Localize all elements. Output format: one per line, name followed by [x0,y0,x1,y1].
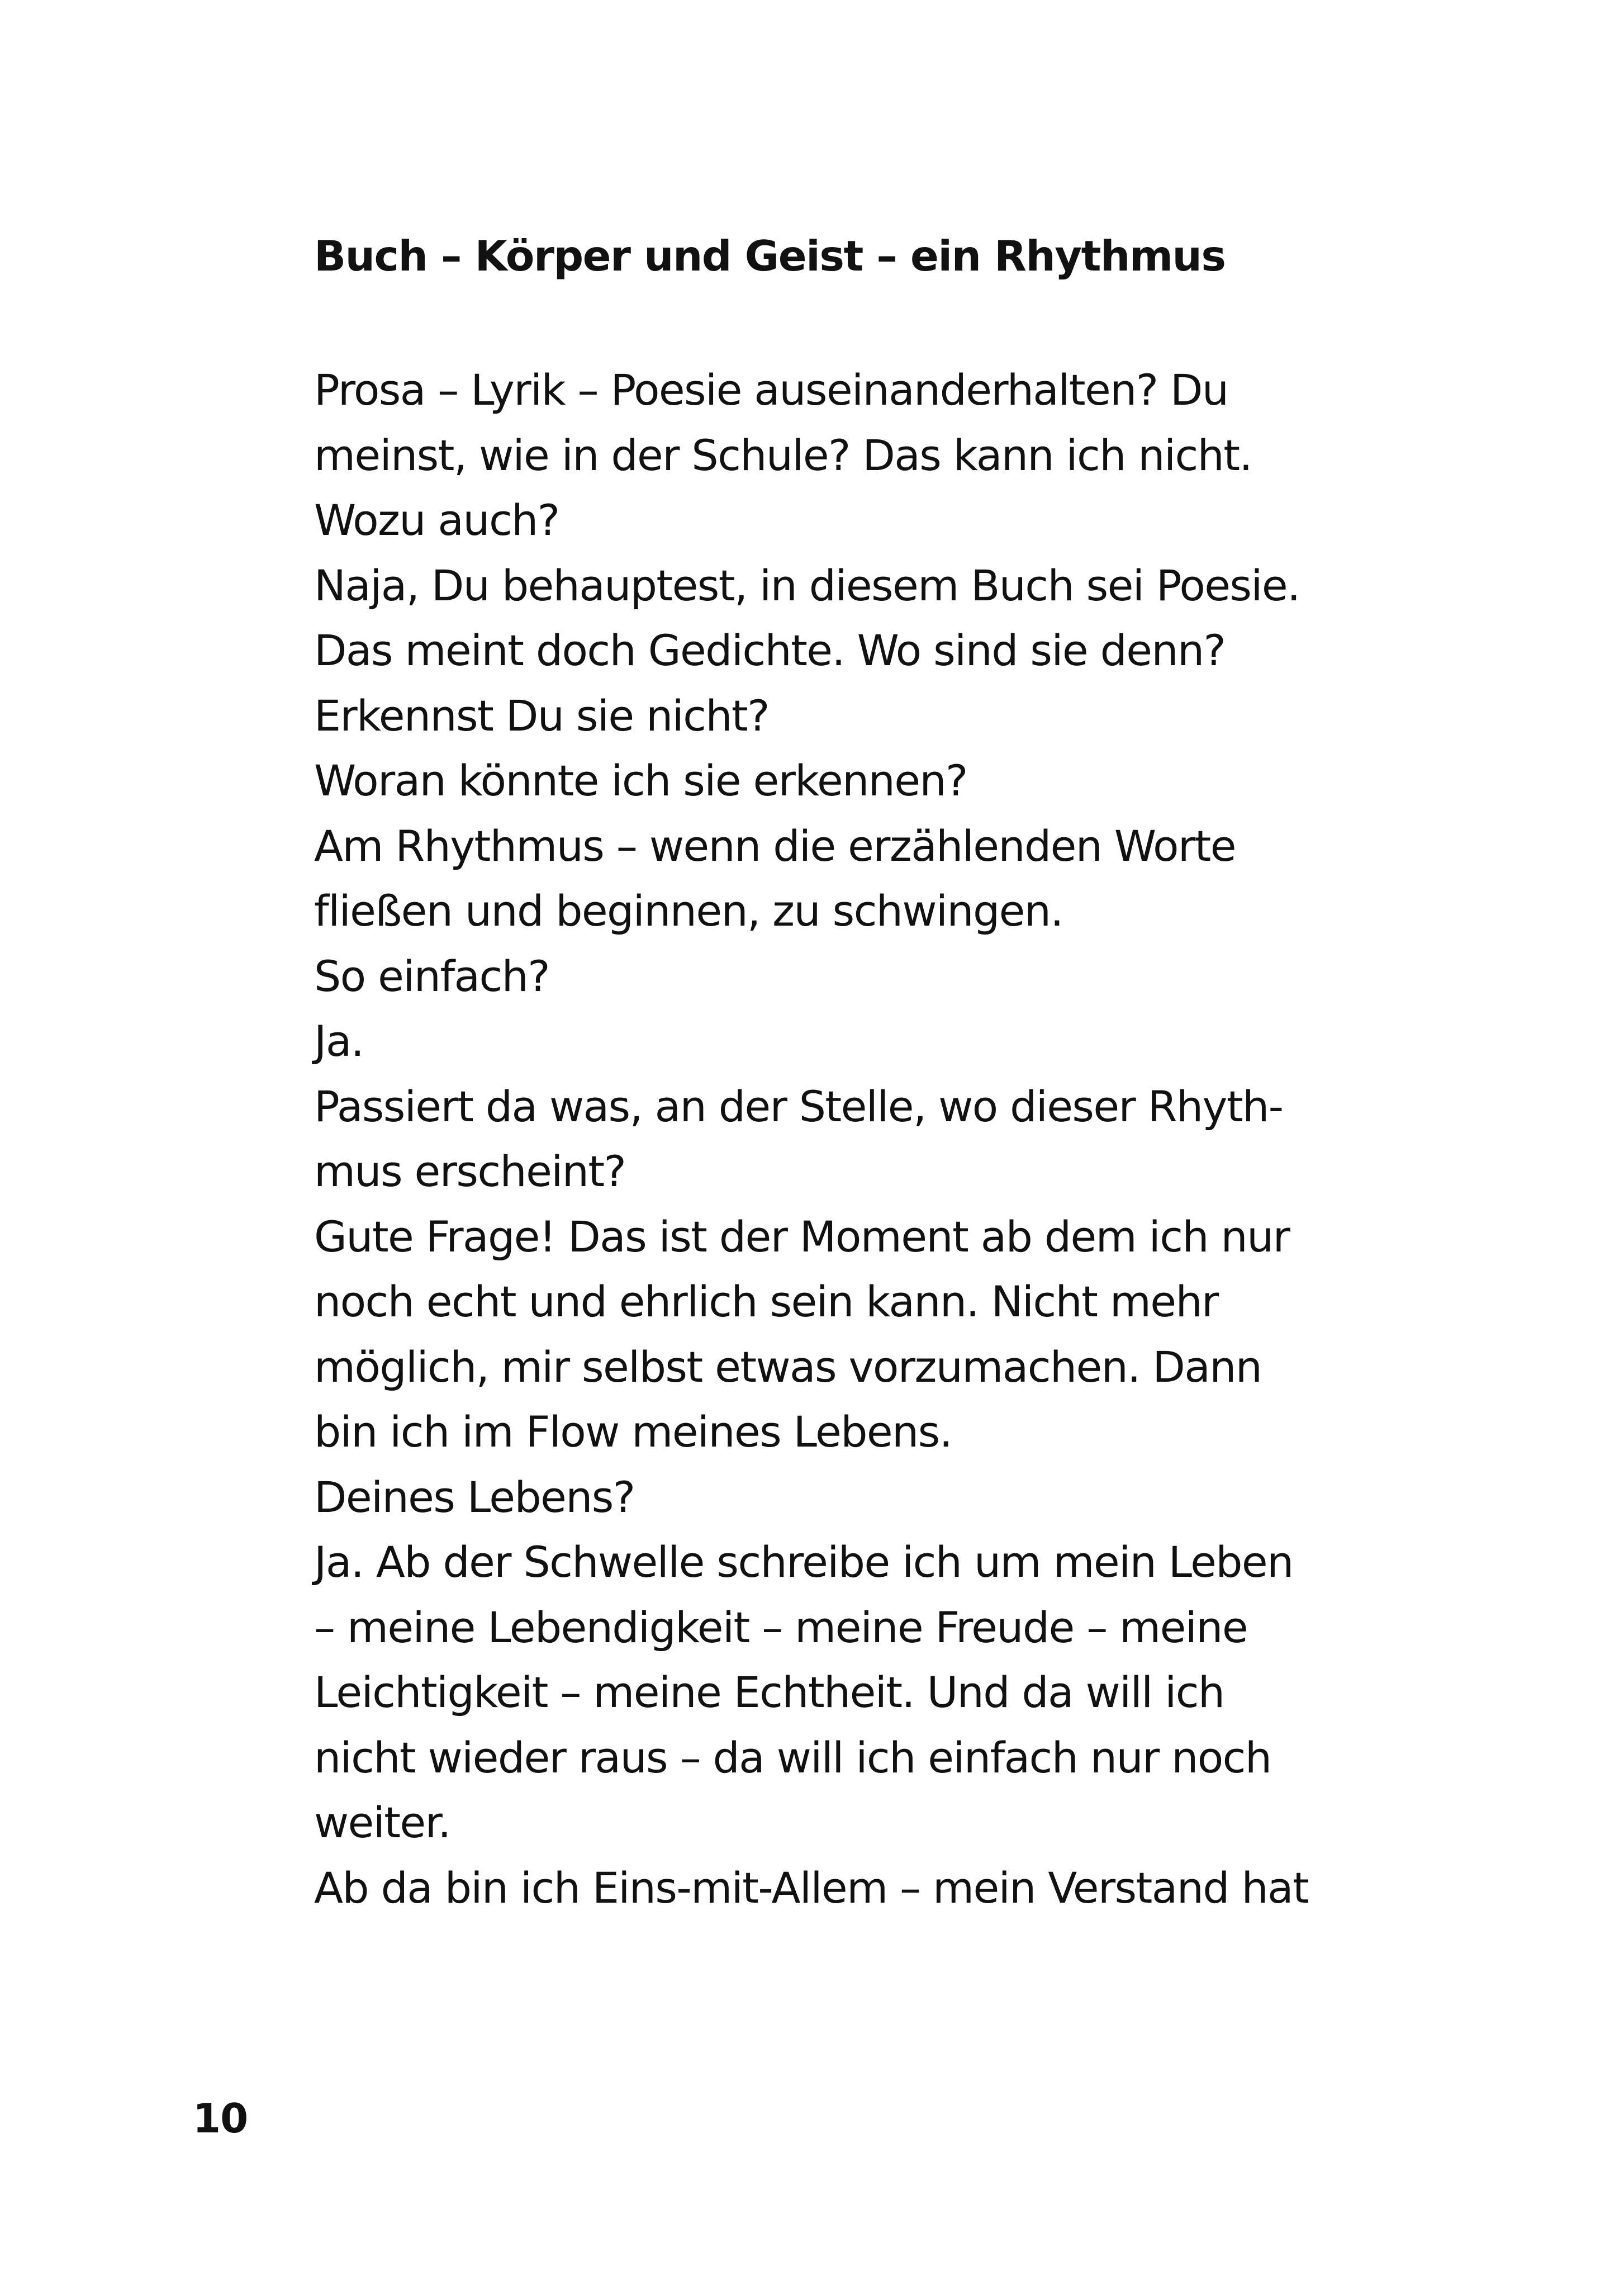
text-line: Naja, Du behauptest, in diesem Buch sei Poesie. [314,560,1300,610]
body-text [314,358,1432,1921]
section-heading: Buch – Körper und Geist – ein Rhythmus [314,231,1226,281]
text-line: Ja. Ab der Schwelle schreibe ich um mein Leben [314,1537,1293,1587]
text-line: weiter. [314,1798,450,1847]
text-line: Das meint doch Gedichte. Wo sind sie denn? [314,625,1226,675]
text-line: Passiert da was, an der Stelle, wo dieser Rhyth- [314,1081,1283,1131]
text-line: So einfach? [314,951,549,1001]
text-line: Ja. [314,1016,364,1066]
text-line: nicht wieder raus – da will ich einfach nur noch [314,1732,1271,1782]
text-line: Prosa – Lyrik – Poesie auseinanderhalten? Du [314,365,1228,415]
text-line: meinst, wie in der Schule? Das kann ich nicht. [314,430,1252,480]
text-line: noch echt und ehrlich sein kann. Nicht mehr [314,1277,1218,1326]
text-line: fließen und beginnen, zu schwingen. [314,886,1063,936]
text-line: mus erscheint? [314,1146,626,1196]
text-line: Wozu auch? [314,495,559,545]
text-line: Woran könnte ich sie erkennen? [314,756,967,805]
text-line: Gute Frage! Das ist der Moment ab dem ich nur [314,1211,1290,1262]
text-line: Ab da bin ich Eins-mit-Allem – mein Verstand hat [314,1862,1309,1913]
text-line: möglich, mir selbst etwas vorzumachen. Dann [314,1341,1262,1392]
page-number: 10 [193,2095,248,2142]
text-line: – meine Lebendigkeit – meine Freude – meine [314,1602,1247,1652]
text-line: bin ich im Flow meines Lebens. [314,1407,952,1457]
text-line: Leichtigkeit – meine Echtheit. Und da will ich [314,1667,1224,1717]
text-line: Deines Lebens? [314,1472,635,1522]
text-line: Erkennst Du sie nicht? [314,690,769,741]
text-line: Am Rhythmus – wenn die erzählenden Worte [314,821,1236,871]
